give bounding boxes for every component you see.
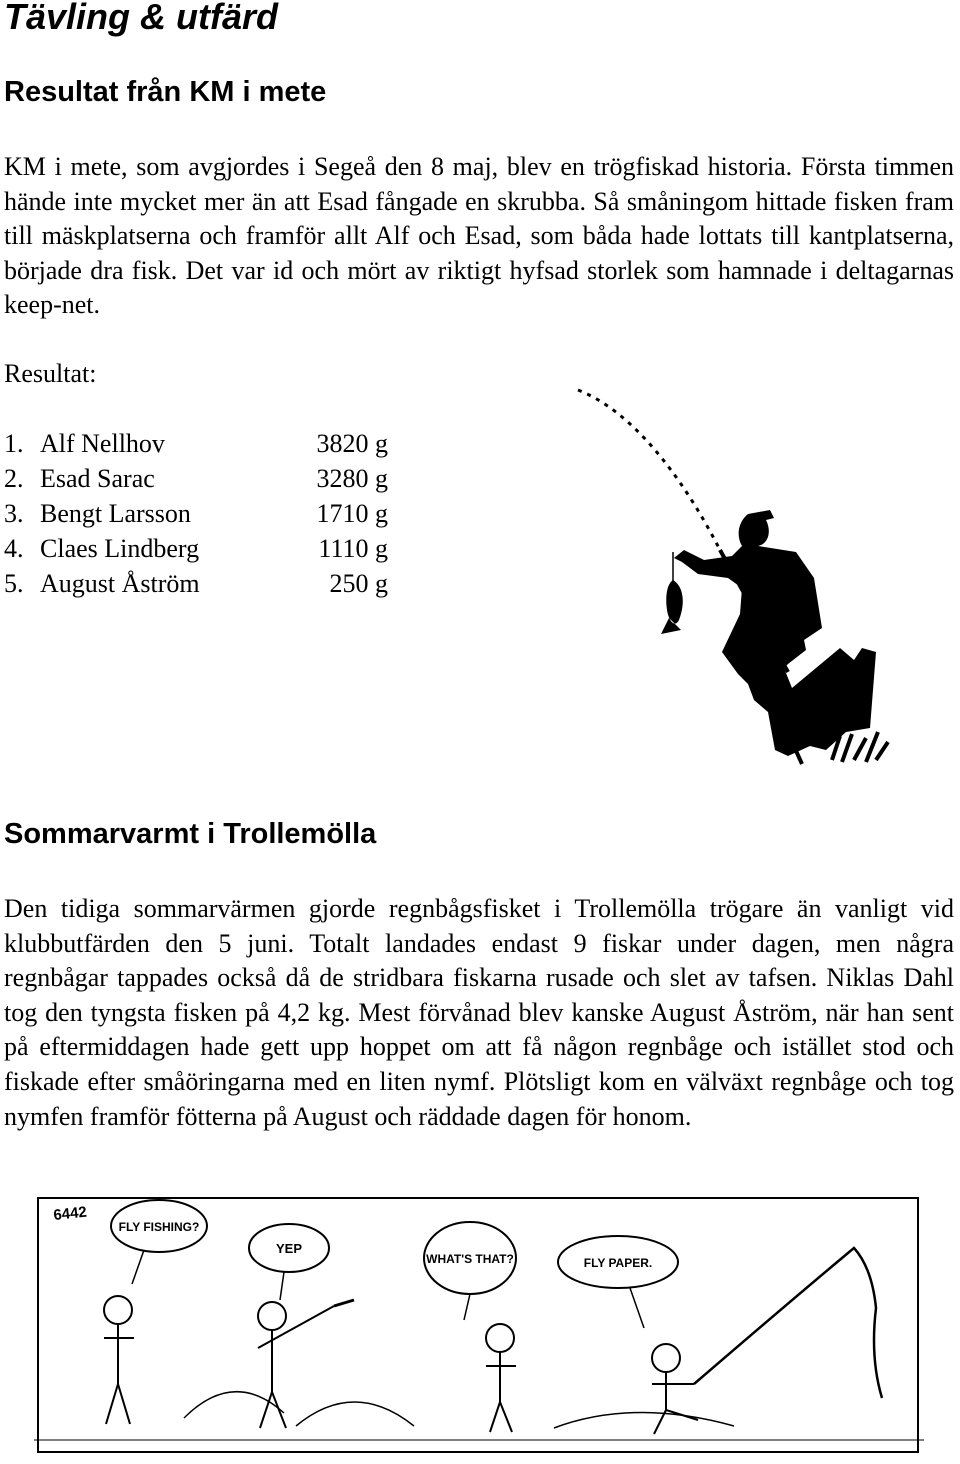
svg-text:FLY PAPER.: FLY PAPER. — [583, 1256, 653, 1270]
cartoon-panel-number: 6442 — [52, 1203, 88, 1224]
result-weight: 1110 g — [318, 534, 388, 563]
trollemolla-paragraph: Den tidiga sommarvärmen gjorde regnbågsfisket i Trollemölla trögare än vanligt vid klubbutfärden den 5 juni. Totalt landades endast 9 fiskar under dagen, men några regnbågar tappades också då de stridbara fiskarna rusade och slet av tafsen. Niklas Dahl tog den tyngsta fisken på 4,2 kg. Mest förvånad blev kanske August Åström, när han sent på eftermiddagen hade gett upp hoppet om att få någon regnbåge och istället stod och fiskade efter småöringarna med en liten nymf. Plötsligt kom en välväxt regnbåge och tog nymfen framför fötterna på August och räddade dagen för honom. — [4, 894, 954, 1131]
results-table — [4, 426, 388, 601]
svg-text:YEP: YEP — [275, 1241, 303, 1256]
result-row — [4, 461, 388, 496]
result-weight: 3820 g — [316, 429, 388, 458]
result-row — [4, 566, 388, 601]
result-row — [4, 531, 388, 566]
speech-bubble-4 — [558, 1236, 678, 1328]
svg-text:FLY FISHING?: FLY FISHING? — [118, 1220, 200, 1234]
result-weight: 250 g — [329, 569, 388, 598]
result-row — [4, 426, 388, 461]
km-paragraph: KM i mete, som avgjordes i Segeå den 8 maj, blev en trögfiskad historia. Första timmen hände inte mycket mer än att Esad fångade en skrubba. Så småningom hittade fisken fram till mäskplatserna och framför allt Alf och Esad, som båda hade lottats till kantplatserna, började dra fisk. Det var id och mört av riktigt hyfsad storlek som hamnade i deltagarnas keep-net. — [4, 152, 954, 320]
fisherman-silhouette — [674, 510, 876, 756]
section-title: Tävling & utfärd — [4, 0, 279, 37]
fisherman-illustration — [570, 382, 960, 802]
result-name: Claes Lindberg — [40, 534, 200, 563]
results-label: Resultat: — [4, 359, 97, 388]
result-position: 4. — [4, 534, 24, 563]
svg-text:WHAT'S THAT?: WHAT'S THAT? — [426, 1252, 514, 1266]
result-name: Bengt Larsson — [40, 499, 191, 528]
fly-fishing-cartoon — [34, 1188, 924, 1456]
result-position: 2. — [4, 464, 24, 493]
result-weight: 3280 g — [316, 464, 388, 493]
trollemolla-heading: Sommarvarmt i Trollemölla — [4, 818, 377, 850]
result-position: 5. — [4, 569, 24, 598]
speech-bubble-3 — [424, 1222, 516, 1320]
result-row — [4, 496, 388, 531]
result-name: Alf Nellhov — [40, 429, 165, 458]
result-position: 3. — [4, 499, 24, 528]
result-name: August Åström — [40, 569, 200, 598]
result-name: Esad Sarac — [40, 464, 155, 493]
fish-shape — [661, 580, 683, 634]
speech-bubble-2 — [249, 1224, 329, 1300]
result-weight: 1710 g — [316, 499, 388, 528]
speech-bubble-1 — [111, 1200, 207, 1284]
km-heading: Resultat från KM i mete — [4, 76, 327, 108]
result-position: 1. — [4, 429, 24, 458]
